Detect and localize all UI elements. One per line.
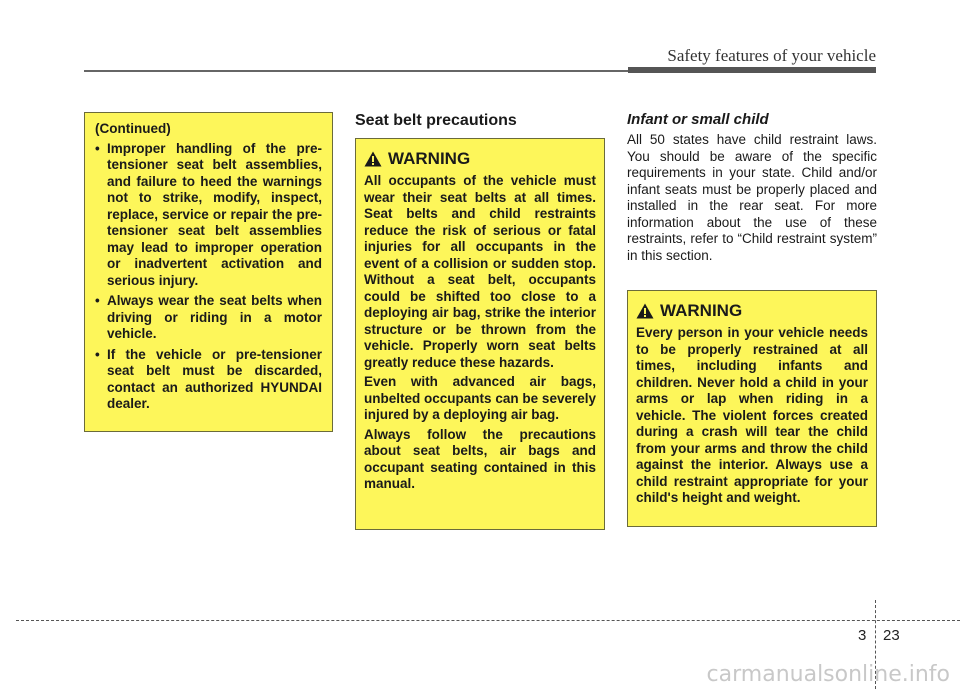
infant-heading: Infant or small child <box>627 111 769 128</box>
watermark: carmanualsonline.info <box>706 662 950 687</box>
continued-caution-box <box>84 112 333 432</box>
warning-header <box>636 301 868 321</box>
caution-bullet-2: • Always wear the seat belts when driving or riding in a motor vehicle. <box>93 293 322 343</box>
infant-body-text: All 50 states have child restraint laws. You should be aware of the specific requirements in your state. Child and/or infant seats must be properly placed and installed in the rear seat. For more information about the use of these restraints, refer to “Child restraint system” in this section. <box>627 132 877 263</box>
infant-warning-text: Every person in your vehicle needs to be properly restrained at all times, including infants and children. Never hold a child in your arms or lap when riding in a vehicle. The violent forces created during a crash will tear the child from your arms and throw the child against the interior. Always use a child restraint appropriate for your child's height and weight. <box>636 325 868 505</box>
section-title: Safety features of your vehicle <box>667 46 876 65</box>
header-rule-accent <box>628 67 876 73</box>
warning-paragraph-1: All occupants of the vehicle must wear their seat belts at all times. Seat belts and child restraints reduce the risk of serious or fatal injuries for all occupants in the event of a collision or sudden stop. Without a seat belt, occupants could be shifted too close to a deploying air bag, strike the interior structure or be thrown from the vehicle. Properly worn seat belts greatly reduce these hazards. <box>364 173 596 370</box>
warning-triangle-icon <box>364 151 382 167</box>
caution-bullet-list <box>93 141 322 413</box>
warning-header <box>364 149 596 169</box>
warning-title: WARNING <box>388 149 471 168</box>
footer-rule <box>16 620 960 621</box>
caution-bullet-1: • Improper handling of the pre-tensioner seat belt assemblies, and failure to heed the warnings not to strike, modify, inspect, replace, service or repair the pre-tensioner seat belt assemblies may lead to improper operation or inadvertent activation and serious injury. <box>93 141 322 290</box>
warning-triangle-icon <box>636 303 654 319</box>
caution-bullet-3: • If the vehicle or pre-tensioner seat belt must be discarded, contact an authorized HYUNDAI dealer. <box>93 347 322 413</box>
infant-warning-box <box>627 290 877 527</box>
chapter-number: 3 <box>858 627 867 644</box>
seat-belt-precautions-heading: Seat belt precautions <box>355 112 517 129</box>
warning-title: WARNING <box>660 301 743 320</box>
continued-label: (Continued) <box>95 121 171 136</box>
page-number: 23 <box>883 627 900 644</box>
seat-belt-warning-box <box>355 138 605 530</box>
warning-paragraph-3: Always follow the precautions about seat belts, air bags and occupant seating contained in this manual. <box>364 426 596 491</box>
warning-paragraph-2: Even with advanced air bags, unbelted occupants can be severely injured by a deploying air bag. <box>364 374 596 422</box>
